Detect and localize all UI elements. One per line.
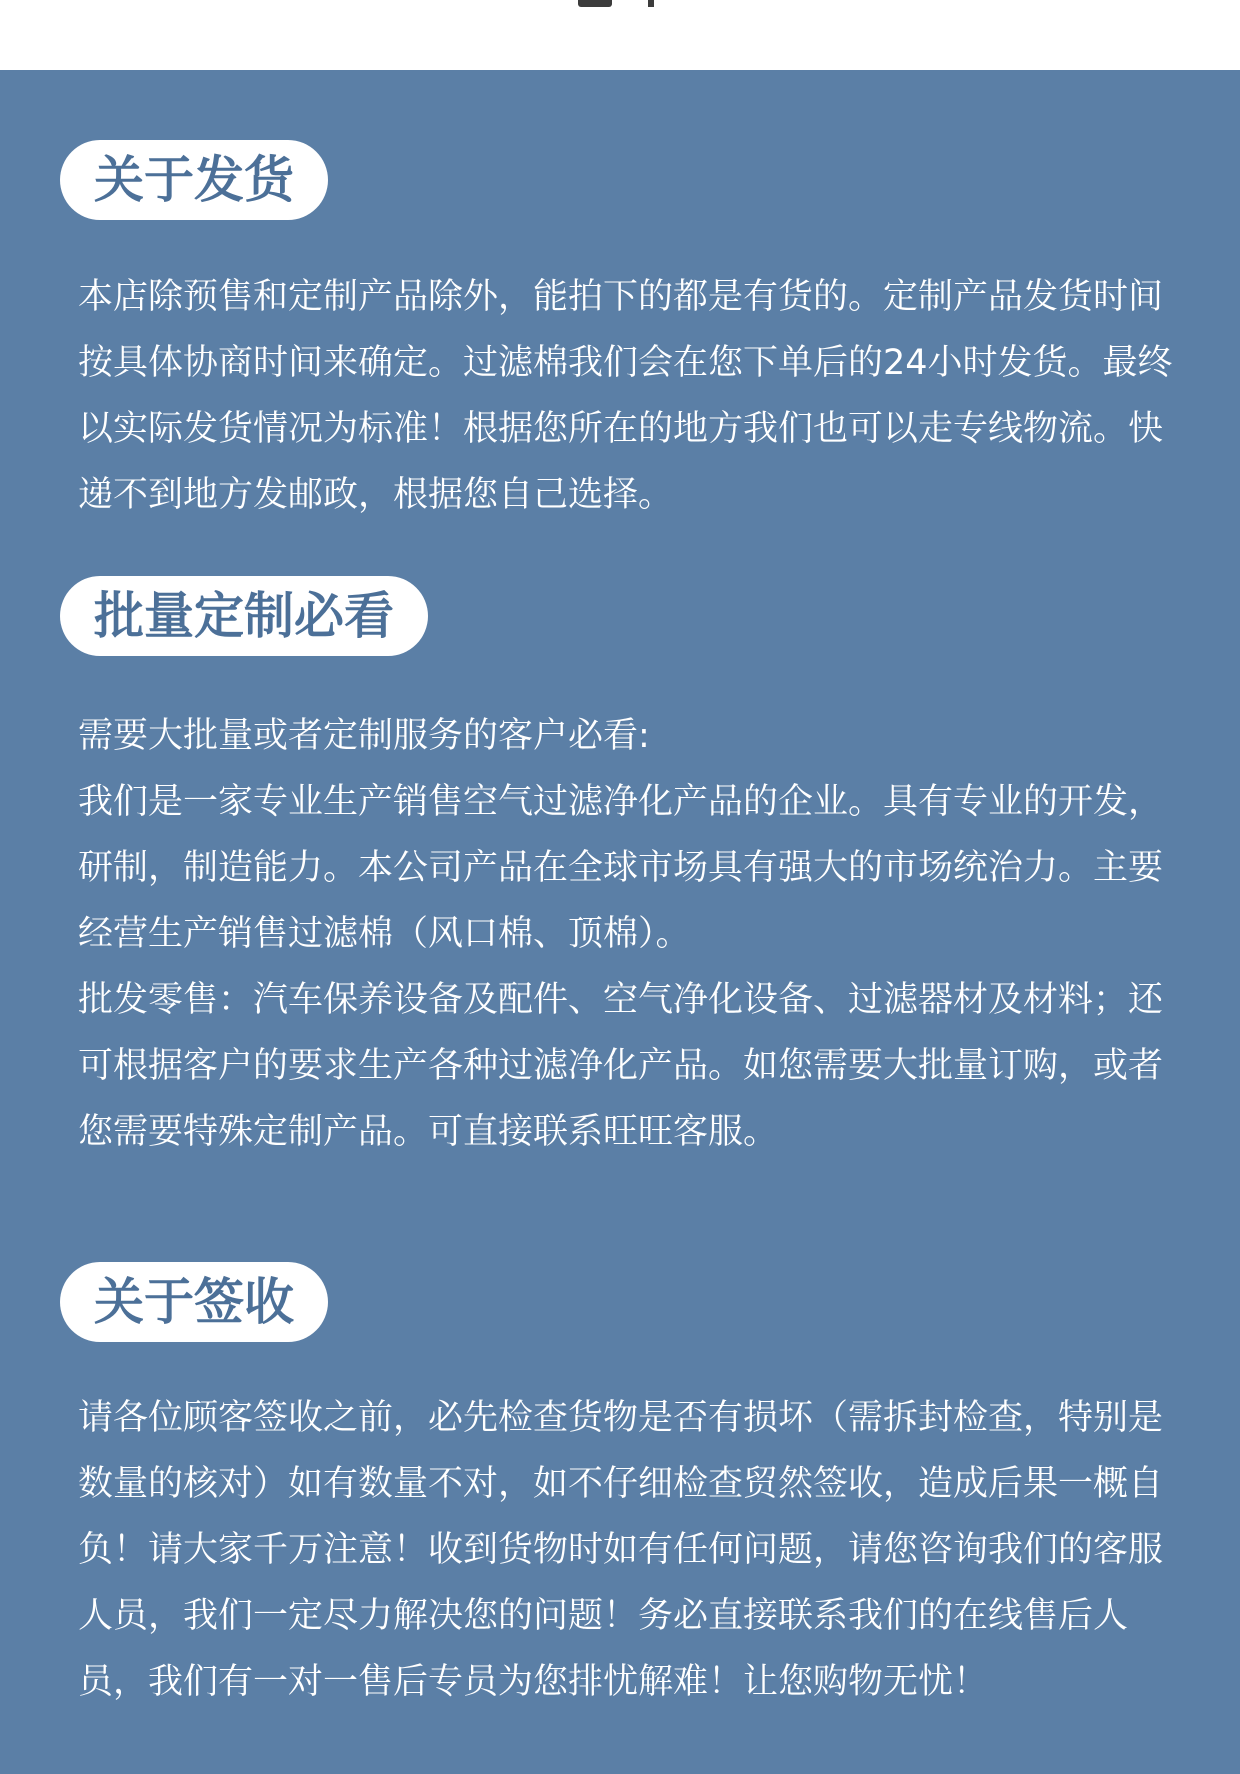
cropped-heading-fragment-dot (648, 0, 654, 7)
shipping-paragraph: 本店除预售和定制产品除外，能拍下的都是有货的。定制产品发货时间按具体协商时间来确定。过滤棉我们会在您下单后的24小时发货。最终以实际发货情况为标准！根据您所在的地方我们也可以走专线物流。快递不到地方发邮政，根据您自己选择。 (78, 277, 1173, 515)
section-body-receipt (78, 1385, 1188, 1715)
section-body-bulk-custom (78, 703, 1188, 1165)
section-body-shipping (78, 264, 1188, 528)
bulk-custom-company: 我们是一家专业生产销售空气过滤净化产品的企业。具有专业的开发，研制，制造能力。本公司产品在全球市场具有强大的市场统治力。主要经营生产销售过滤棉（风口棉、顶棉）。 (78, 782, 1164, 954)
bulk-custom-wholesale: 批发零售：汽车保养设备及配件、空气净化设备、过滤器材及材料；还可根据客户的要求生产各种过滤净化产品。如您需要大批量订购，或者您需要特殊定制产品。可直接联系旺旺客服。 (78, 980, 1164, 1152)
cropped-heading-fragment (578, 0, 612, 7)
bulk-custom-intro: 需要大批量或者定制服务的客户必看: (78, 716, 650, 756)
section-title-receipt: 关于签收 (60, 1262, 328, 1342)
top-white-strip (0, 0, 1240, 70)
section-title-bulk-custom: 批量定制必看 (60, 576, 428, 656)
receipt-paragraph: 请各位顾客签收之前，必先检查货物是否有损坏（需拆封检查，特别是数量的核对）如有数量不对，如不仔细检查贸然签收，造成后果一概自负！请大家千万注意！收到货物时如有任何问题，请您咨询我们的客服人员，我们一定尽力解决您的问题！务必直接联系我们的在线售后人员，我们有一对一售后专员为您排忧解难！让您购物无忧！ (78, 1398, 1164, 1702)
section-title-shipping: 关于发货 (60, 140, 328, 220)
